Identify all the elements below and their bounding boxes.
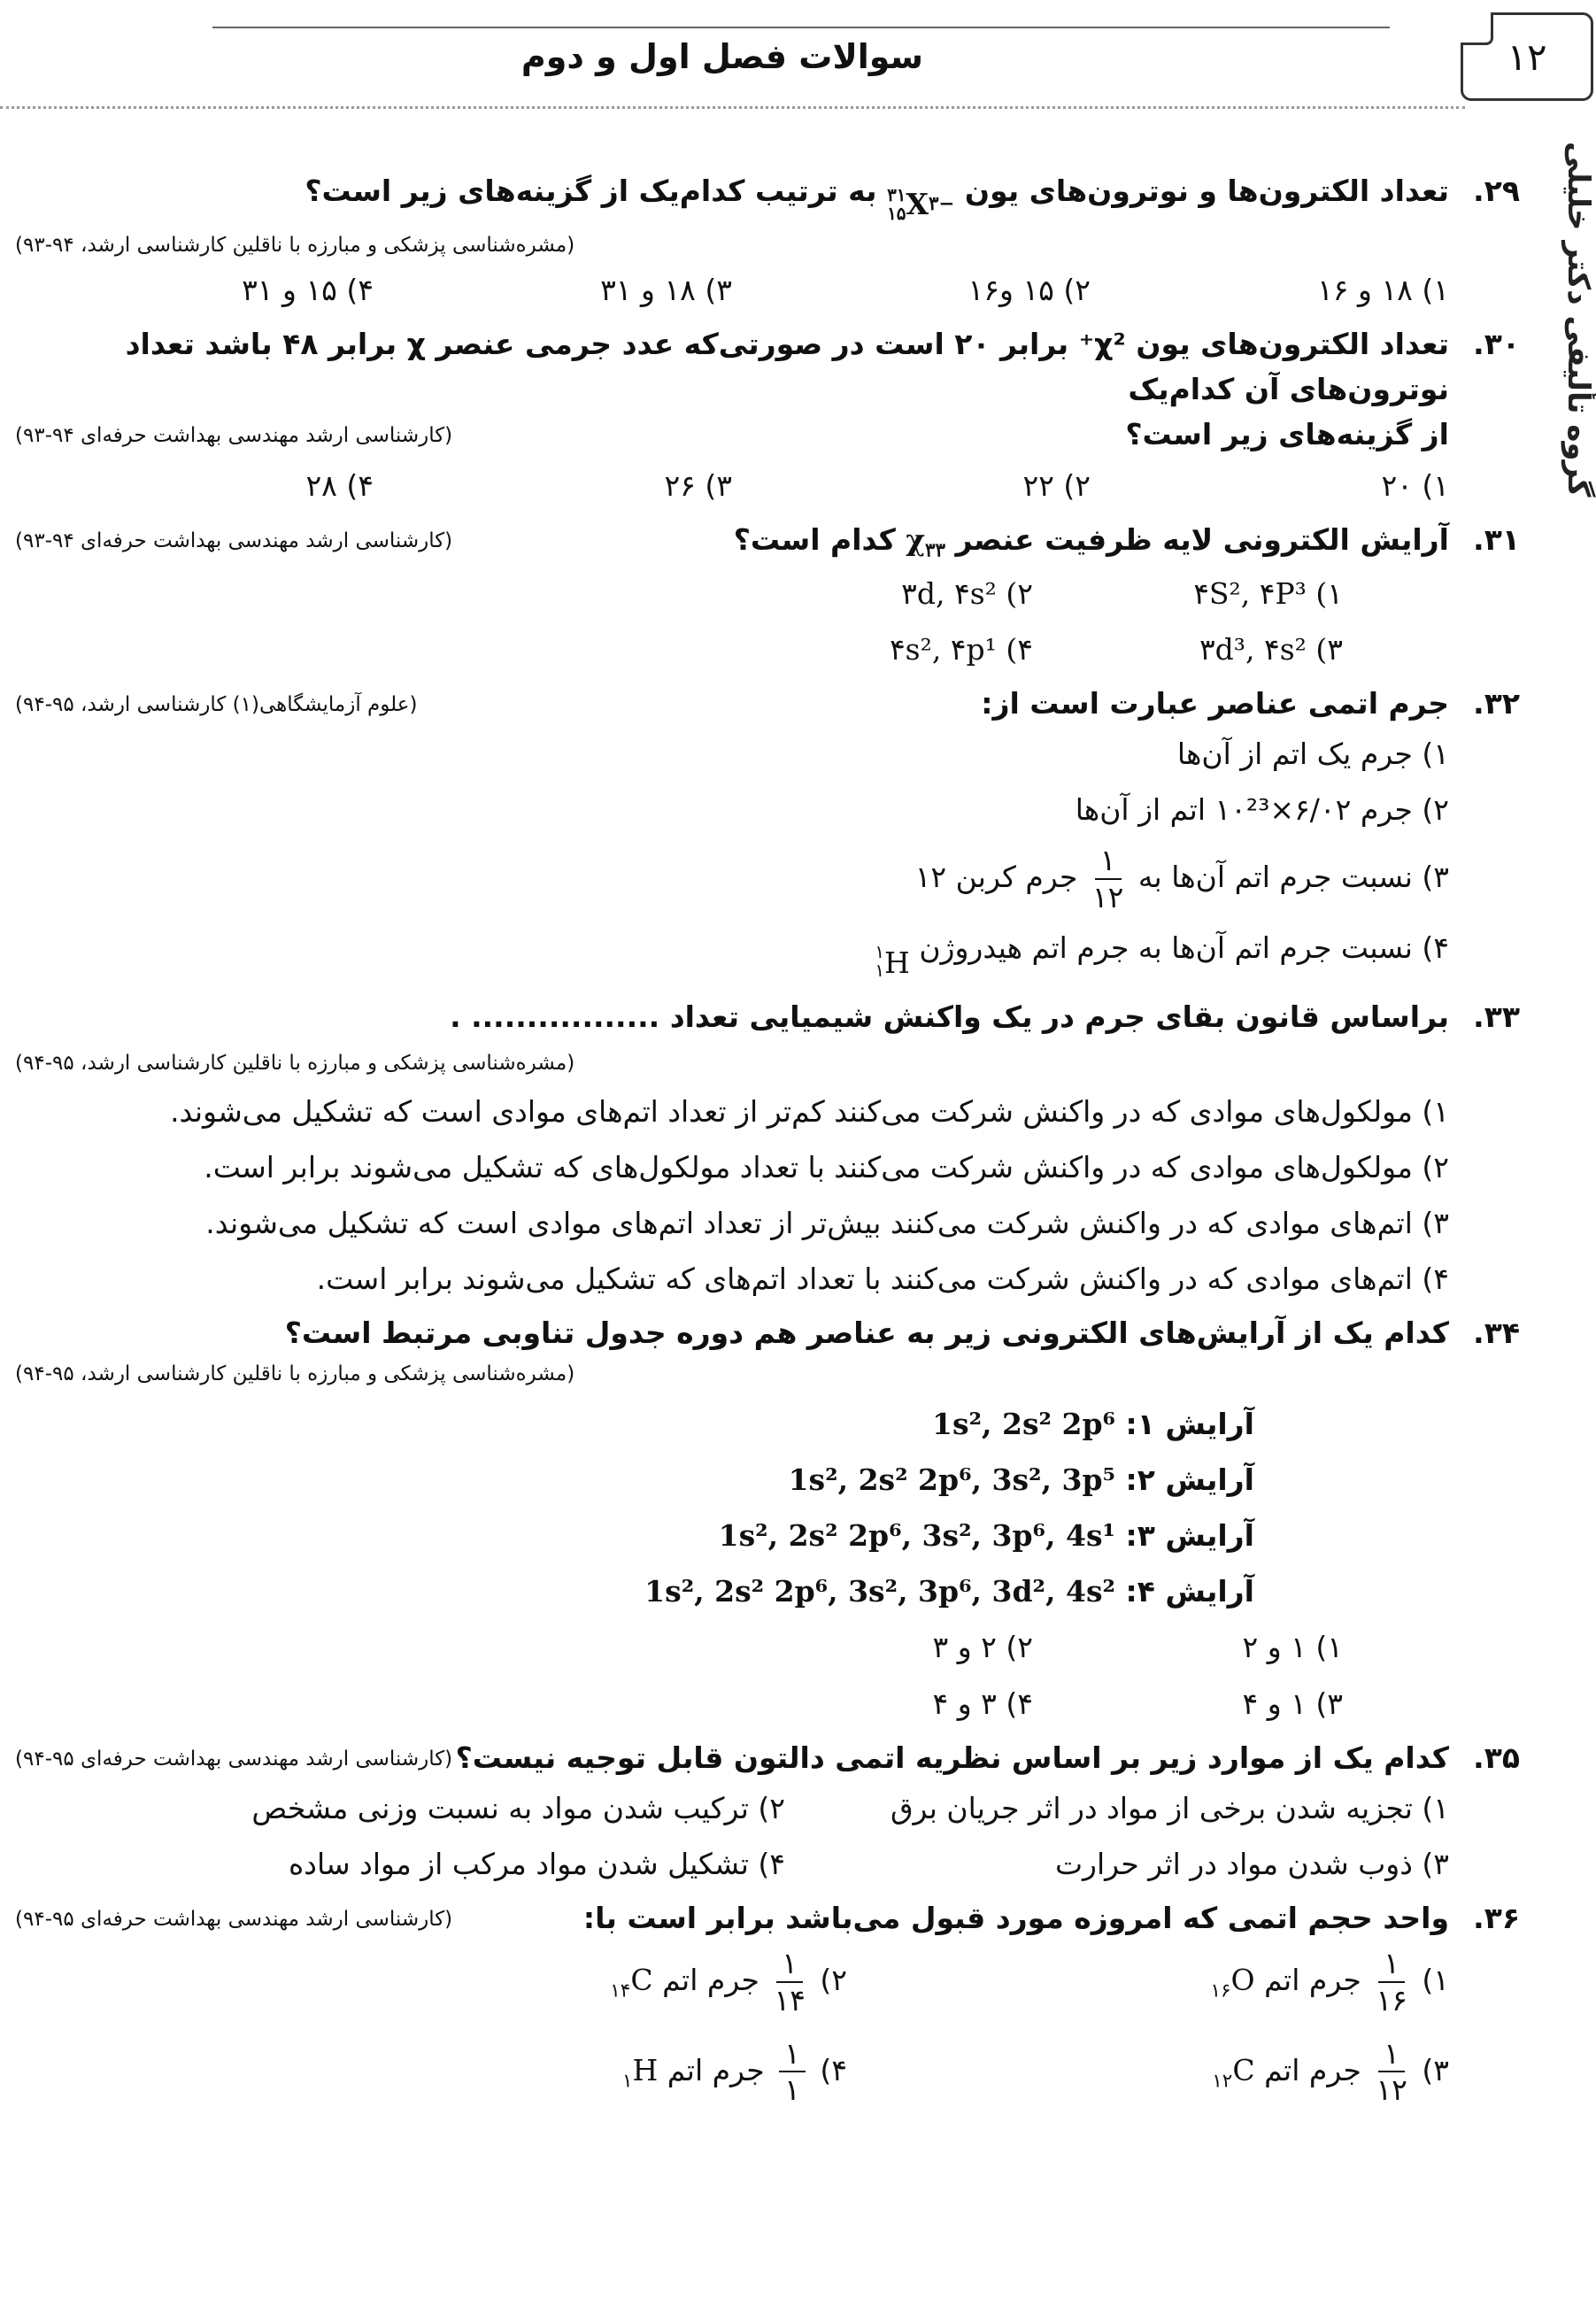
options bbox=[15, 267, 1520, 312]
question-34 bbox=[15, 1310, 1520, 1726]
option-1[interactable]: ۱) $\frac{۱}{۱۶}$ جرم اتم $_{۱۶}$O bbox=[1210, 1946, 1449, 2018]
option-4[interactable]: ۴) ۱۵ و ۳۱ bbox=[242, 273, 374, 307]
fraction: $\frac{۱}{۱}$ bbox=[779, 2036, 806, 2108]
option-1[interactable]: ۱) مولکول‌های موادی که در واکنش شرکت می‌کنند کم‌تر از تعداد اتم‌های موادی است که تشکیل می‌شوند. bbox=[170, 1093, 1449, 1129]
arrangements bbox=[15, 1401, 1520, 1615]
question-text: جرم اتمی عناصر عبارت است از: bbox=[981, 685, 1449, 721]
question-source: (کارشناسی ارشد مهندسی بهداشت حرفه‌ای ۹۵-۹۴) bbox=[15, 1908, 453, 1932]
options bbox=[15, 731, 1520, 985]
question-number: ۳۱. bbox=[1473, 521, 1520, 557]
option-1[interactable]: ۱) ۲۰ bbox=[1381, 467, 1449, 503]
option-4[interactable]: ۴) ۴s², ۴p¹ bbox=[889, 631, 1033, 667]
option-1[interactable]: ۱) ۴S², ۴P³ bbox=[1193, 575, 1343, 611]
arrangement-1: آرایش ۱: 1s², 2s² 2p⁶ bbox=[932, 1406, 1254, 1441]
options bbox=[15, 1946, 1520, 2107]
question-35 bbox=[15, 1735, 1520, 1886]
options bbox=[15, 571, 1520, 672]
question-text: کدام یک از آرایش‌های الکترونی زیر به عناصر هم دوره جدول تناوبی مرتبط است؟ bbox=[284, 1316, 1449, 1351]
option-2[interactable]: ۲) ۲۲ bbox=[1022, 467, 1091, 503]
side-brand: گروه تألیفی دکتر خلیلی bbox=[1561, 142, 1596, 498]
question-text: تعداد الکترون‌های یون χ²⁺ برابر ۲۰ است در صورتی‌که عدد جرمی عنصر χ برابر ۴۸ باشد تعداد نوترون‌های آن کدام‌یک bbox=[125, 327, 1449, 407]
question-32 bbox=[15, 681, 1520, 985]
question-text: براساس قانون بقای جرم در یک واکنش شیمیایی تعداد ................. . bbox=[450, 999, 1449, 1034]
question-source: (مشره‌شناسی پزشکی و مبارزه با ناقلین کارشناسی ارشد، ۹۴-۹۳) bbox=[15, 234, 575, 258]
option-4[interactable]: ۴) ۳ و ۴ bbox=[932, 1686, 1033, 1721]
option-1[interactable]: ۱) ۱ و ۲ bbox=[1242, 1630, 1343, 1665]
question-source: (کارشناسی ارشد مهندسی بهداشت حرفه‌ای ۹۵-۹۴) bbox=[15, 1747, 453, 1771]
fraction: $\frac{۱}{۱۴}$ bbox=[774, 1946, 806, 2018]
option-3[interactable]: ۳) ۱۸ و ۳۱ bbox=[600, 273, 732, 307]
arrangement-4: آرایش ۴: 1s², 2s² 2p⁶, 3s², 3p⁶, 3d², 4s² bbox=[644, 1574, 1254, 1609]
atom-symbol: $_{۱۶}$O bbox=[1210, 1963, 1255, 2003]
header-top-rule bbox=[212, 27, 1390, 28]
question-number: ۳۶. bbox=[1473, 1901, 1520, 1936]
option-4[interactable]: ۴) تشکیل شدن مواد مرکب از مواد ساده bbox=[288, 1847, 785, 1882]
option-2[interactable]: ۲) ۱۵ و۱۶ bbox=[968, 273, 1091, 307]
page-title: سوالات فصل اول و دوم bbox=[520, 37, 923, 76]
fraction: $\frac{۱}{۱۶}$ bbox=[1376, 1946, 1407, 2018]
element-symbol: $\chi_{۳۳}$ bbox=[906, 521, 946, 562]
question-source: (مشره‌شناسی پزشکی و مبارزه با ناقلین کارشناسی ارشد، ۹۵-۹۴) bbox=[15, 1362, 575, 1386]
question-text-line2: از گزینه‌های زیر است؟ bbox=[1125, 417, 1449, 452]
question-text-tail: به ترتیب کدام‌یک از گزینه‌های زیر است؟ bbox=[305, 174, 877, 208]
atom-symbol: $_{۱۴}$C bbox=[610, 1963, 653, 2003]
option-3[interactable]: ۳) ۱ و ۴ bbox=[1242, 1686, 1343, 1721]
question-33 bbox=[15, 994, 1520, 1301]
option-3[interactable]: ۳) اتم‌های موادی که در واکنش شرکت می‌کنند بیش‌تر از تعداد اتم‌های موادی است که تشکیل می‌شوند. bbox=[205, 1205, 1449, 1240]
question-29 bbox=[15, 168, 1520, 312]
option-4[interactable]: ۴) ۲۸ bbox=[305, 467, 374, 503]
question-number: ۳۲. bbox=[1473, 685, 1520, 721]
option-3[interactable]: ۳) ۲۶ bbox=[664, 467, 732, 503]
option-3[interactable]: ۳) نسبت جرم اتم آن‌ها به $\frac{۱}{۱۲}$ جرم کربن ۱۲ bbox=[914, 843, 1449, 914]
atom-symbol: $_{۱۲}$C bbox=[1212, 2052, 1255, 2093]
options bbox=[15, 463, 1520, 508]
question-source: (علوم آزمایشگاهی(۱) کارشناسی ارشد، ۹۵-۹۴) bbox=[15, 692, 418, 716]
option-2[interactable]: ۲) $\frac{۱}{۱۴}$ جرم اتم $_{۱۴}$C bbox=[610, 1946, 847, 2018]
fraction: $\frac{۱}{۱۲}$ bbox=[1091, 843, 1124, 914]
arrangement-3: آرایش ۳: 1s², 2s² 2p⁶, 3s², 3p⁶, 4s¹ bbox=[718, 1518, 1254, 1554]
header-dotted-rule bbox=[0, 106, 1465, 109]
atom-symbol: $_۱$H bbox=[622, 2052, 659, 2093]
question-text: آرایش الکترونی لایه ظرفیت عنصر bbox=[955, 521, 1449, 557]
option-1[interactable]: ۱) ۱۸ و ۱۶ bbox=[1317, 273, 1449, 307]
question-number: ۳۴. bbox=[1473, 1316, 1520, 1351]
option-3[interactable]: ۳) ۳d³, ۴s² bbox=[1199, 631, 1343, 667]
question-number: ۳۰. bbox=[1473, 327, 1520, 362]
hydrogen-formula: ۱ ۱ H bbox=[875, 942, 910, 982]
question-36 bbox=[15, 1895, 1520, 2108]
folded-corner-icon bbox=[1461, 12, 1493, 45]
question-source: (مشره‌شناسی پزشکی و مبارزه با ناقلین کارشناسی ارشد، ۹۵-۹۴) bbox=[15, 1051, 575, 1075]
question-source: (کارشناسی ارشد مهندسی بهداشت حرفه‌ای ۹۴-۹۳) bbox=[15, 529, 453, 552]
option-3[interactable]: ۳) $\frac{۱}{۱۲}$ جرم اتم $_{۱۲}$C bbox=[1212, 2035, 1449, 2108]
option-4[interactable]: ۴) $\frac{۱}{۱}$ جرم اتم $_۱$H bbox=[622, 2035, 847, 2108]
options bbox=[15, 1786, 1520, 1886]
question-text: واحد حجم اتمی که امروزه مورد قبول می‌باشد برابر است با: bbox=[582, 1901, 1449, 1936]
option-4[interactable]: ۴) نسبت جرم اتم آن‌ها به جرم اتم هیدروژن ۱ ۱ H bbox=[15, 925, 1449, 984]
option-1[interactable]: ۱) جرم یک اتم از آن‌ها bbox=[1176, 736, 1449, 771]
question-number: ۳۵. bbox=[1473, 1740, 1520, 1775]
question-31 bbox=[15, 517, 1520, 672]
option-1[interactable]: ۱) تجزیه شدن برخی از مواد در اثر جریان برق bbox=[890, 1790, 1449, 1825]
page-number: ۱۲ bbox=[1507, 35, 1547, 79]
question-source: (کارشناسی ارشد مهندسی بهداشت حرفه‌ای ۹۴-۹۳) bbox=[15, 424, 453, 448]
questions-list bbox=[15, 168, 1520, 2117]
fraction: $\frac{۱}{۱۲}$ bbox=[1376, 2035, 1407, 2108]
option-2[interactable]: ۲) ۳d, ۴s² bbox=[901, 575, 1033, 611]
option-2[interactable]: ۲) مولکول‌های موادی که در واکنش شرکت می‌کنند با تعداد مولکول‌های که تشکیل می‌شوند برابر است. bbox=[204, 1149, 1449, 1184]
options bbox=[15, 1624, 1520, 1725]
question-number: ۳۳. bbox=[1473, 999, 1520, 1034]
option-2[interactable]: ۲) جرم ۶/۰۲×۱۰²³ اتم از آن‌ها bbox=[1075, 792, 1449, 828]
question-text-tail: کدام است؟ bbox=[733, 521, 896, 557]
option-3[interactable]: ۳) ذوب شدن مواد در اثر حرارت bbox=[1054, 1847, 1449, 1882]
option-2[interactable]: ۲) ۲ و ۳ bbox=[932, 1630, 1033, 1665]
options bbox=[15, 1089, 1520, 1302]
question-30 bbox=[15, 321, 1520, 508]
ion-formula: ۳۱ ۱۵ X ۳− bbox=[887, 184, 955, 224]
arrangement-2: آرایش ۲: 1s², 2s² 2p⁶, 3s², 3p⁵ bbox=[788, 1462, 1254, 1498]
question-text: کدام یک از موارد زیر بر اساس نظریه اتمی دالتون قابل توجیه نیست؟ bbox=[455, 1740, 1449, 1775]
page-number-box bbox=[1461, 12, 1593, 101]
question-text: تعداد الکترون‌ها و نوترون‌های یون bbox=[964, 174, 1449, 208]
option-4[interactable]: ۴) اتم‌های موادی که در واکنش شرکت می‌کنند با تعداد اتم‌های که تشکیل می‌شوند برابر است. bbox=[316, 1262, 1449, 1296]
question-number: ۲۹. bbox=[1473, 174, 1520, 208]
option-2[interactable]: ۲) ترکیب شدن مواد به نسبت وزنی مشخص bbox=[251, 1790, 785, 1825]
